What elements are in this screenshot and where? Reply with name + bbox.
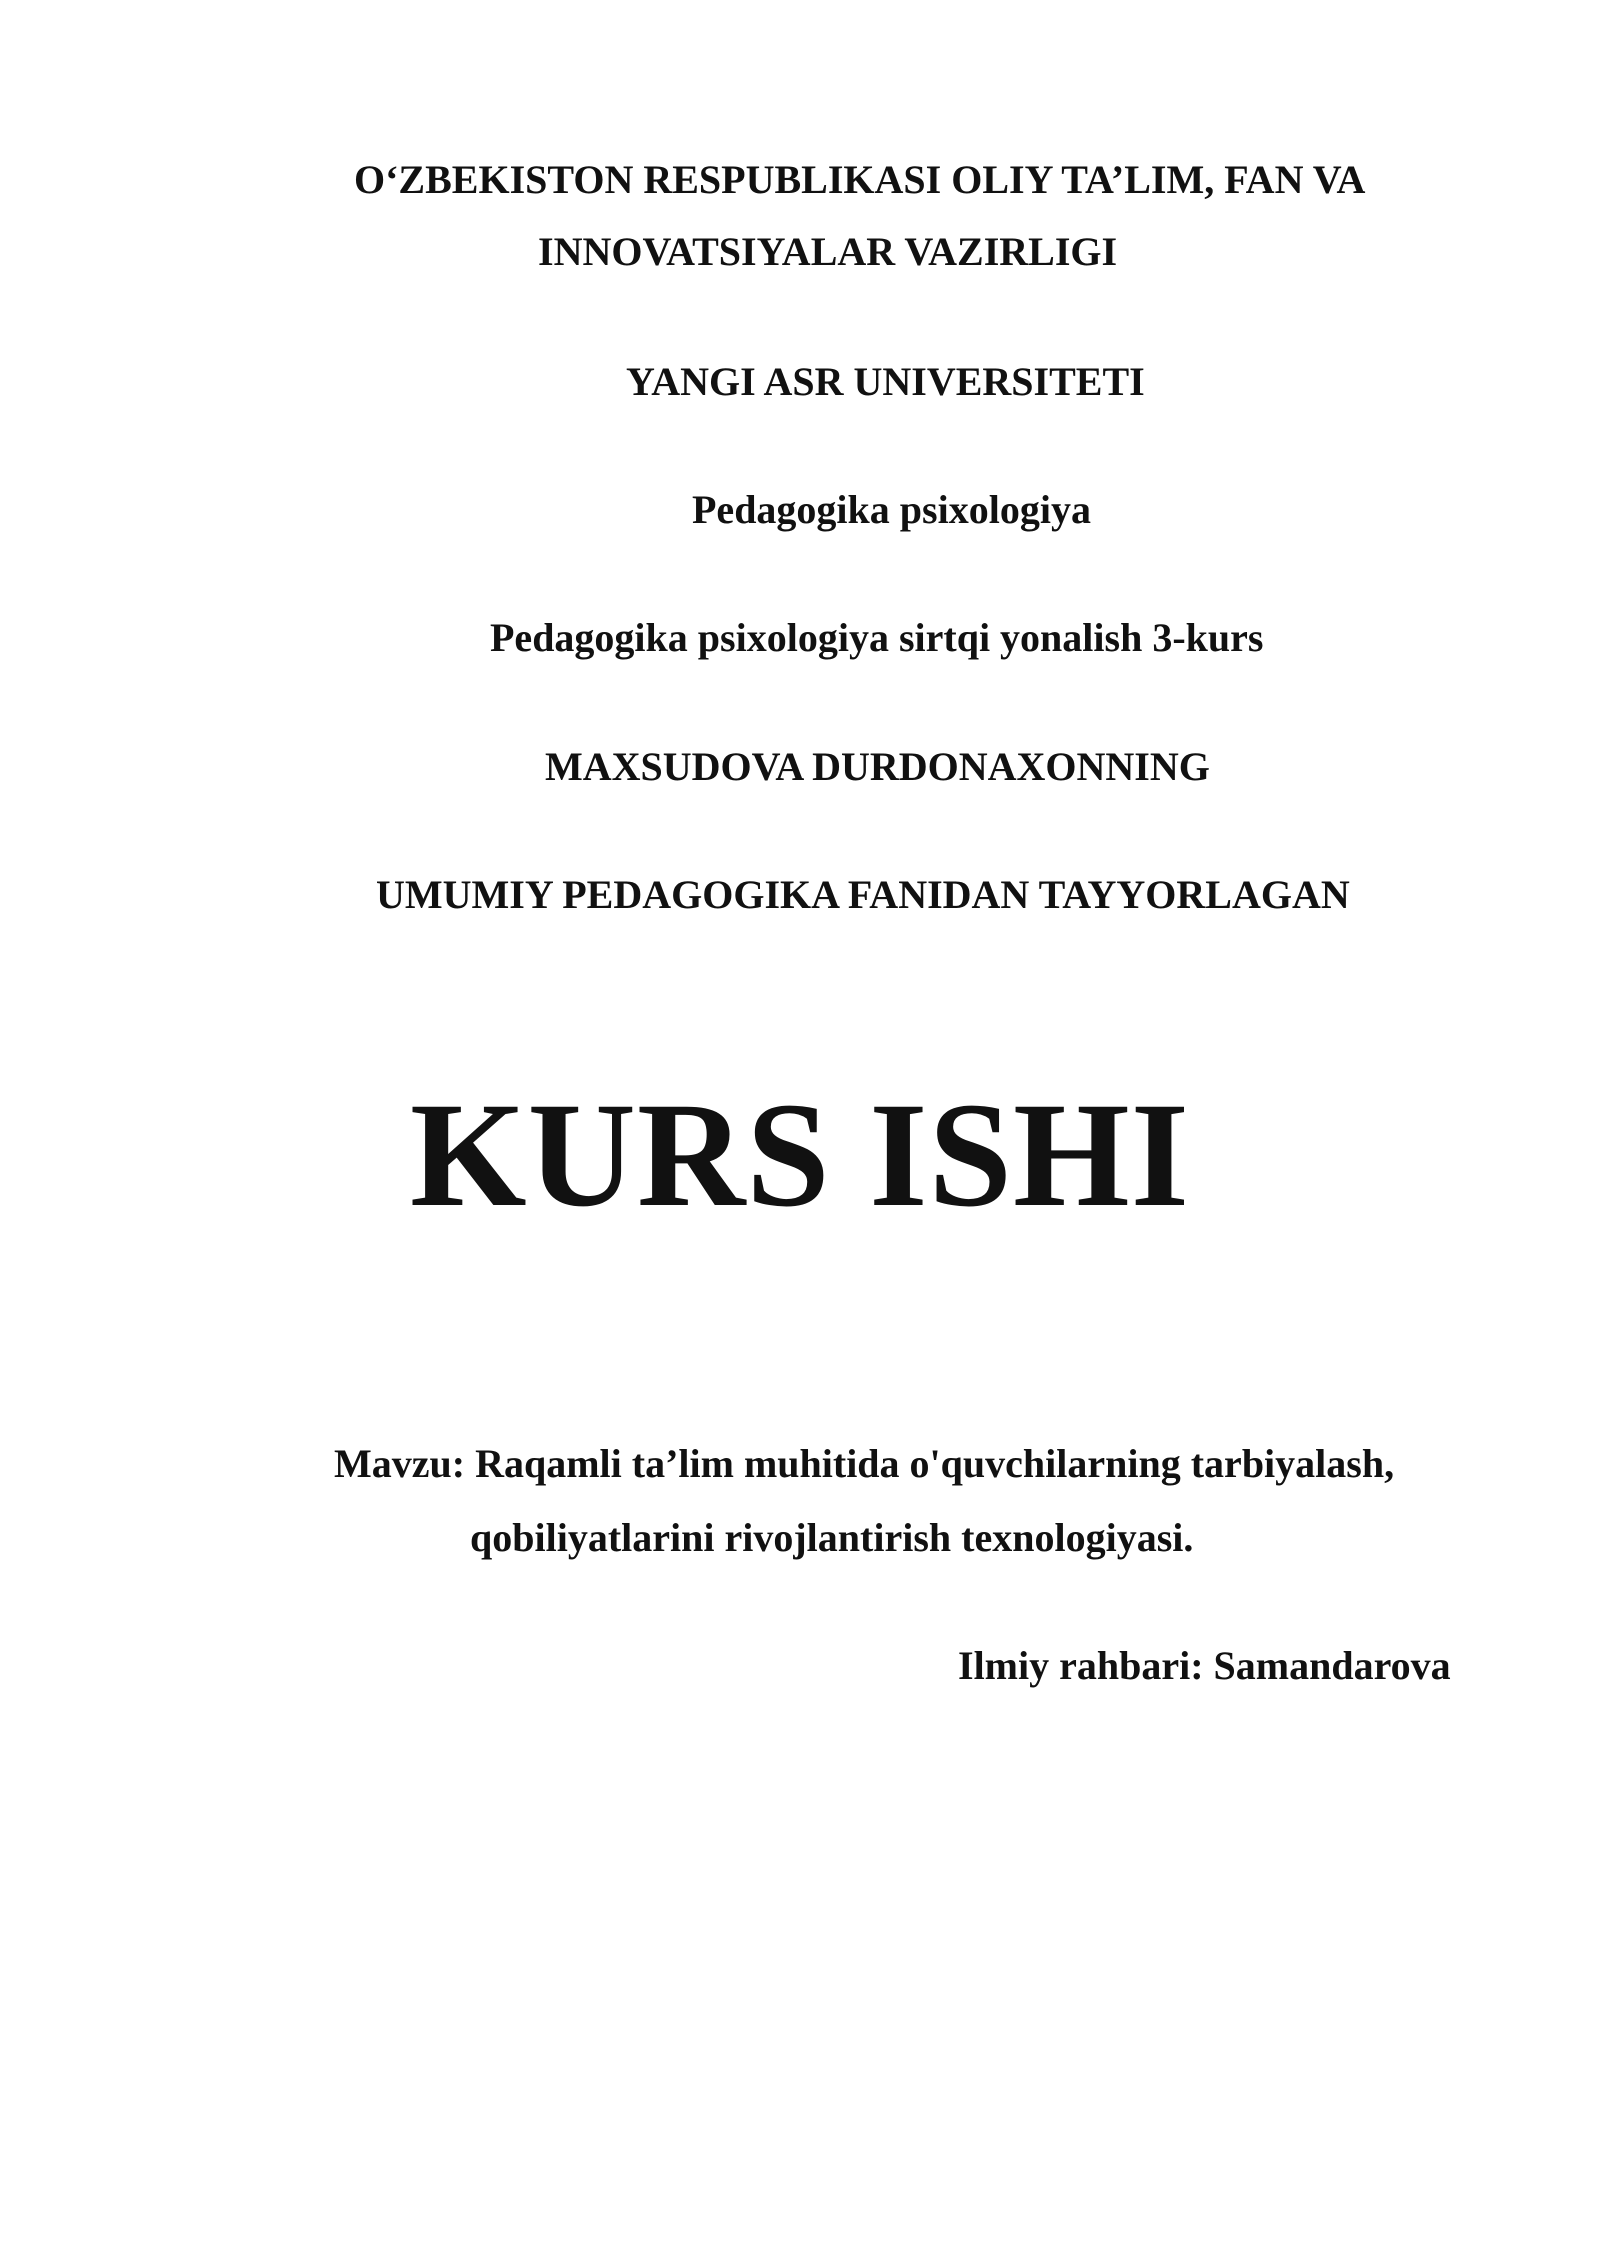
document-title: KURS ISHI [409, 1072, 1191, 1238]
subject-line: UMUMIY PEDAGOGIKA FANIDAN TAYYORLAGAN [376, 872, 1350, 917]
university-name: YANGI ASR UNIVERSITETI [626, 359, 1145, 404]
topic-line-2: qobiliyatlarini rivojlantirish texnologiyasi. [470, 1515, 1194, 1560]
student-name: MAXSUDOVA DURDONAXONNING [545, 744, 1210, 789]
supervisor: Ilmiy rahbari: Samandarova [958, 1643, 1451, 1688]
faculty-name: Pedagogika psixologiya [692, 487, 1091, 532]
topic-line-1: Mavzu: Raqamli ta’lim muhitida o'quvchilarning tarbiyalash, [334, 1441, 1395, 1486]
ministry-line-2: INNOVATSIYALAR VAZIRLIGI [538, 229, 1118, 274]
ministry-line-1: O‘ZBEKISTON RESPUBLIKASI OLIY TA’LIM, FAN VA [354, 157, 1366, 202]
study-direction: Pedagogika psixologiya sirtqi yonalish 3-kurs [490, 615, 1264, 660]
